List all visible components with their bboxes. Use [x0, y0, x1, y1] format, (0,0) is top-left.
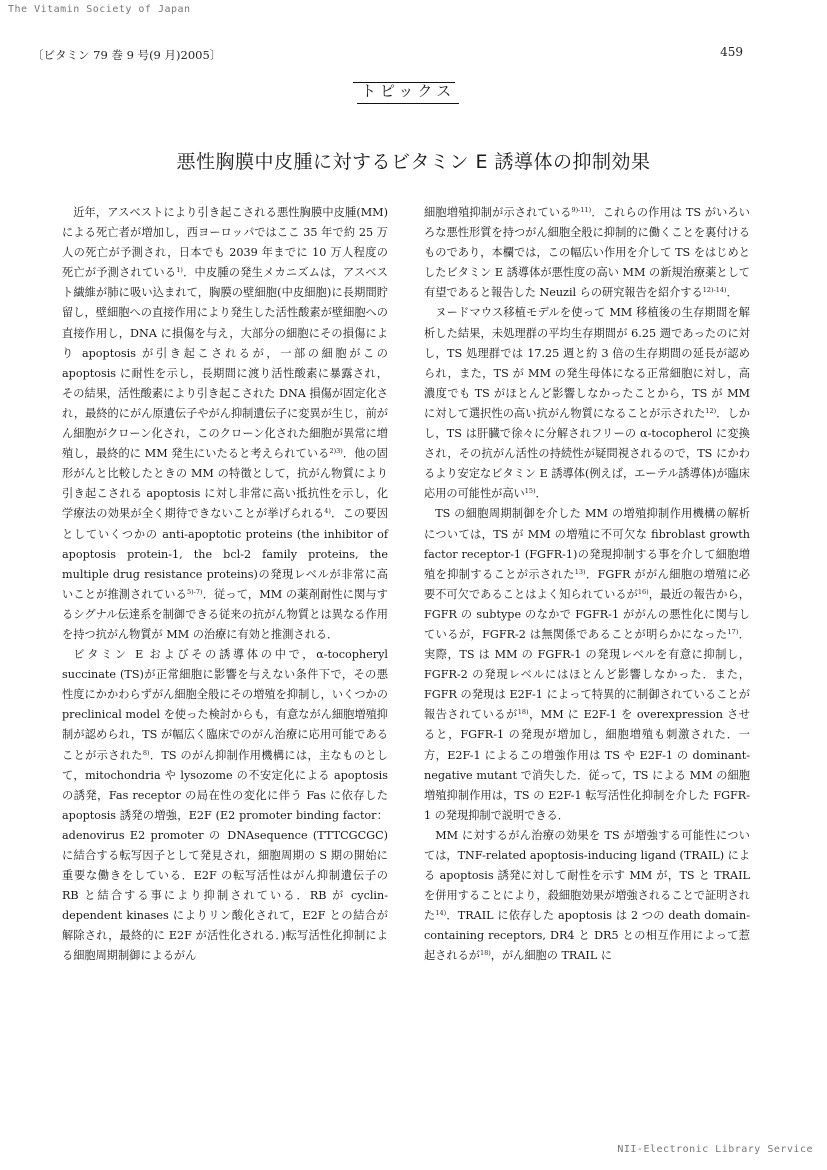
paragraph-text: ．しかし，TS は肝臓で徐々に分解されフリーの α-tocopherol に変換され，その抗がん活性の持続性が疑問視されるので，TS にかわるより安定なビタミン E 誘導体(例えば，エーテル誘導体)が臨床応用の可能性が高い — [424, 406, 750, 501]
paragraph-text: ．この要因としていくつかの anti-apoptotic proteins (the inhibitor of apoptosis protein-1, the bcl-2 family proteins, the multiple drug resistance proteins)の発現レベルが非常に高いことが推測されている — [62, 507, 388, 601]
paragraph-text: 細胞増殖抑制が示されている — [424, 206, 572, 219]
page-number: 459 — [720, 45, 743, 59]
top-watermark: The Vitamin Society of Japan — [8, 4, 191, 15]
body-paragraph — [62, 645, 388, 967]
paragraph-text: ．中皮腫の発生メカニズムは，アスベスト繊維が肺に吸い込まれて，胸膜の壁細胞(中皮細胞)に長期間貯留し，壁細胞への直接作用により発生した活性酸素が壁細胞への直接作用し，DNA に損傷を与え，大部分の細胞にその損傷により apoptosis が引き起こされるが，一部の細胞がこの apoptosis に耐性を示し，長期間に渡り活性酸素に暴露され，その結果，活性酸素により引き起こされた DNA 損傷が固定化され，最終的にがん原遺伝子やがん抑制遺伝子に変異が生じ，前がん細胞がクローン化され，このクローン化された細胞が異常に増殖し，最終的に MM 発生にいたると考えられている — [62, 266, 388, 461]
paragraph-text: ．TS のがん抑制作用機構には，主なものとして，mitochondria や lysozome の不安定化による apoptosis の誘発，Fas receptor の局在性の変化に伴う Fas に依存した apoptosis 誘発の増強，E2F (E2 promoter binding factor：adenovirus E2 promoter の DNAsequence (TTTCGCGC)に結合する転写因子として発見され，細胞周期の S 期の開始に重要な働きをしている．E2F の転写活性はがん抑制遺伝子の RB と結合する事により抑制されている．RB が cyclin-dependent kinases によりリン酸化されて，E2F との結合が解除され，最終的に E2F が活性化される．)転写活性化抑制による細胞周期制御によるがん — [62, 748, 388, 963]
paragraph-text: ．FGFR ががん細胞の増殖に必要不可欠であることはよく知られているが — [424, 567, 750, 601]
citation-ref: 12)-14) — [702, 286, 727, 295]
paragraph-text: ．従って，MM の薬剤耐性に関与するシグナル伝達系を制御できる従来の抗がん物質とは異なる作用を持つ抗がん物質が MM の治療に有効と推測される． — [62, 587, 388, 641]
citation-ref: 14) — [435, 909, 447, 918]
left-text-column — [62, 203, 388, 967]
paragraph-text: 近年，アスベストにより引き起こされる悪性胸膜中皮腫(MM)による死亡者が増加し，西ヨーロッパではここ 35 年で約 25 万人の死亡が予測され，日本でも 2039 年までに 10 万人程度の死亡が予測されている — [62, 206, 388, 280]
paragraph-text: ．これらの作用は TS がいろいろな悪性形質を持つがん細胞全般に抑制的に働くことを裏付けるものであり，本欄では，この幅広い作用を介して TS をはじめとしたビタミン E 誘導体が悪性度の高い MM の新規治療薬として有望であると報告した Neuzil らの研究報告を紹介する — [424, 206, 750, 300]
body-paragraph — [424, 826, 750, 967]
paragraph-text: ビタミン E およびその誘導体の中で，α-tocopheryl succinate (TS)が正常細胞に影響を与えない条件下で，その悪性度にかかわらずがん細胞全般にその増殖を抑制し，いくつかの preclinical model を使った検討からも，有意ながん細胞増殖抑制が認められ，TS が幅広く臨床でのがん治療に応用可能であることが示された — [62, 648, 388, 762]
paragraph-text: MM に対するがん治療の効果を TS が増強する可能性については，TNF-related apoptosis-inducing ligand (TRAIL) による apoptosis 誘発に対して耐性を示す MM が，TS と TRAIL を併用することにより，殺細胞効果が増強されることで証明された — [424, 828, 751, 923]
citation-ref: 12) — [705, 406, 717, 415]
paragraph-text: TS の細胞周期制御を介した MM の増殖抑制作用機構の解析については，TS が MM の増殖に不可欠な fibroblast growth factor receptor-1 (FGFR-1)の発現抑制する事を介して細胞増殖を抑制することが示された — [424, 507, 750, 581]
paragraph-text: ．他の固形がんと比較したときの MM の特徴として，抗がん物質により引き起こされる apoptosis に対し非常に高い抵抗性を示し，化学療法の効果が全く期待できないことが挙げられる — [62, 447, 388, 521]
paragraph-text: ，最近の報告から，FGFR の subtype のなかで FGFR-1 ががんの悪性化に関与しているが，FGFR-2 は無関係であることが明らかになった — [424, 587, 750, 641]
citation-ref: 2)3) — [329, 447, 343, 456]
paragraph-text: ．TRAIL に依存した apoptosis は 2 つの death domain-containing receptors, DR4 と DR5 との相互作用によって惹起されるが — [424, 909, 750, 963]
citation-ref: 15) — [524, 487, 536, 496]
paragraph-text: ． — [726, 286, 738, 300]
journal-reference: 〔ビタミン 79 巻 9 号(9 月)2005〕 — [32, 48, 222, 62]
body-paragraph — [424, 504, 750, 826]
citation-ref: 18) — [479, 949, 491, 958]
citation-ref: 18) — [517, 708, 529, 717]
body-paragraph — [424, 303, 750, 504]
citation-ref: 9)-11) — [571, 206, 592, 214]
citation-ref: 4) — [324, 507, 331, 516]
bottom-watermark: NII-Electronic Library Service — [617, 1144, 813, 1155]
paragraph-text: ，MM に E2F-1 を overexpression させると，FGFR-1 の発現が増加し，細胞増殖も刺激された．一方，E2F-1 によるこの増強作用は TS や E2F-1 の dominant-negative mutant で消失した．従って，TS による MM の細胞増殖抑制作用は，TS の E2F-1 転写活性化抑制を介した FGFR-1 の発現抑制で説明できる． — [424, 708, 750, 822]
paragraph-text: ． — [535, 487, 547, 501]
citation-ref: 5)-7) — [186, 587, 203, 596]
citation-ref: 13) — [574, 567, 586, 576]
body-paragraph — [424, 203, 750, 303]
citation-ref: 17) — [727, 627, 739, 636]
paragraph-text: ヌードマウス移植モデルを使って MM 移植後の生存期間を解析した結果，未処理群の平均生存期間が 6.25 週であったのに対し，TS 処理群では 17.25 週と約 3 倍の生存期間の延長が認められ，また，TS が MM の発生母体になる正常細胞に対し，高濃度でも TS がほとんど影響しなかったことから，TS が MM に対して選択性の高い抗がん物質になることが示された — [424, 306, 750, 420]
citation-ref: 16) — [637, 587, 649, 596]
paragraph-text: ，がん細胞の TRAIL に — [490, 949, 613, 963]
citation-ref: 8) — [142, 748, 150, 757]
right-text-column — [424, 203, 750, 967]
article-title: 悪性胸膜中皮腫に対するビタミン E 誘導体の抑制効果 — [176, 151, 651, 173]
body-paragraph — [62, 203, 388, 645]
citation-ref: 1) — [176, 266, 183, 275]
paragraph-text: ．実際，TS は MM の FGFR-1 の発現レベルを有意に抑制し，FGFR-2 の発現レベルにはほとんど影響しなかった．また，FGFR の発現は E2F-1 によって特異的に制御されていることが報告されているが — [424, 627, 750, 722]
section-label: トピックス — [357, 80, 459, 104]
